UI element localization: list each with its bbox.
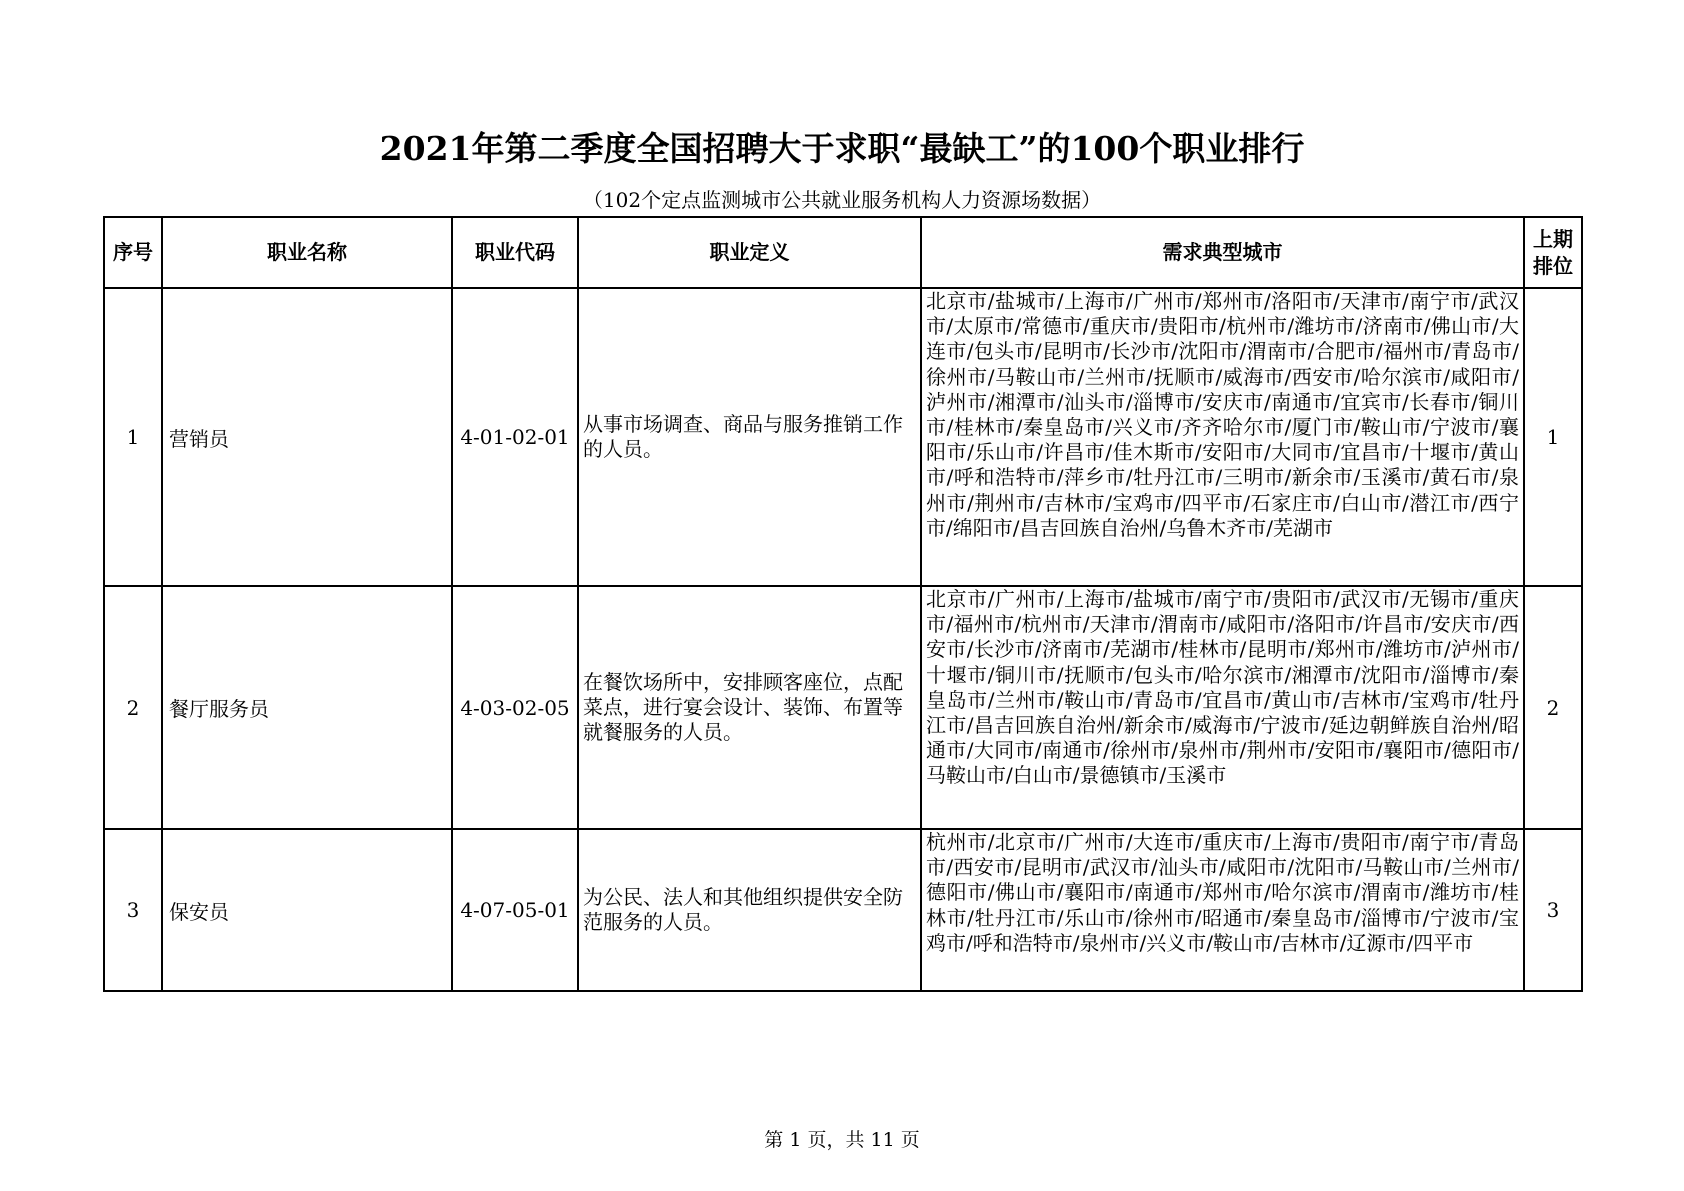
row-prev-rank: 3	[1524, 829, 1582, 991]
row-definition: 为公民、法人和其他组织提供安全防范服务的人员。	[578, 829, 921, 991]
row-occupation-name: 餐厅服务员	[162, 586, 452, 829]
row-no: 3	[104, 829, 162, 991]
row-no: 2	[104, 586, 162, 829]
header-no: 序号	[104, 217, 162, 288]
table-header	[104, 217, 1582, 288]
document-subtitle: （102个定点监测城市公共就业服务机构人力资源场数据）	[582, 188, 1102, 212]
header-definition: 职业定义	[578, 217, 921, 288]
occupation-ranking-table	[103, 216, 1583, 992]
row-prev-rank: 2	[1524, 586, 1582, 829]
row-definition: 在餐饮场所中，安排顾客座位，点配菜点，进行宴会设计、装饰、布置等就餐服务的人员。	[578, 586, 921, 829]
table-row	[104, 288, 1582, 586]
row-occupation-code: 4-07-05-01	[452, 829, 578, 991]
header-prev-rank: 上期排位	[1524, 217, 1582, 288]
table-body	[104, 288, 1582, 991]
document-title: 2021年第二季度全国招聘大于求职“最缺工”的100个职业排行	[379, 129, 1305, 168]
row-cities: 杭州市/北京市/广州市/大连市/重庆市/上海市/贵阳市/南宁市/青岛市/西安市/昆明市/武汉市/汕头市/咸阳市/沈阳市/马鞍山市/兰州市/德阳市/佛山市/襄阳市/南通市/郑州市/哈尔滨市/渭南市/潍坊市/桂林市/牡丹江市/乐山市/徐州市/昭通市/秦皇岛市/淄博市/宁波市/宝鸡市/呼和浩特市/泉州市/兴义市/鞍山市/吉林市/辽源市/四平市	[921, 829, 1524, 991]
header-cities: 需求典型城市	[921, 217, 1524, 288]
row-cities: 北京市/盐城市/上海市/广州市/郑州市/洛阳市/天津市/南宁市/武汉市/太原市/常德市/重庆市/贵阳市/杭州市/潍坊市/济南市/佛山市/大连市/包头市/昆明市/长沙市/沈阳市/渭南市/合肥市/福州市/青岛市/徐州市/马鞍山市/兰州市/抚顺市/威海市/西安市/哈尔滨市/咸阳市/泸州市/湘潭市/汕头市/淄博市/安庆市/南通市/宜宾市/长春市/铜川市/桂林市/秦皇岛市/兴义市/齐齐哈尔市/厦门市/鞍山市/宁波市/襄阳市/乐山市/许昌市/佳木斯市/安阳市/大同市/宜昌市/十堰市/黄山市/呼和浩特市/萍乡市/牡丹江市/三明市/新余市/玉溪市/黄石市/泉州市/荆州市/吉林市/宝鸡市/四平市/石家庄市/白山市/潜江市/西宁市/绵阳市/昌吉回族自治州/乌鲁木齐市/芜湖市	[921, 288, 1524, 586]
row-cities: 北京市/广州市/上海市/盐城市/南宁市/贵阳市/武汉市/无锡市/重庆市/福州市/杭州市/天津市/渭南市/咸阳市/洛阳市/许昌市/安庆市/西安市/长沙市/济南市/芜湖市/桂林市/昆明市/郑州市/潍坊市/泸州市/十堰市/铜川市/抚顺市/包头市/哈尔滨市/湘潭市/沈阳市/淄博市/秦皇岛市/兰州市/鞍山市/青岛市/宜昌市/黄山市/吉林市/宝鸡市/牡丹江市/昌吉回族自治州/新余市/威海市/宁波市/延边朝鲜族自治州/昭通市/大同市/南通市/徐州市/泉州市/荆州市/安阳市/襄阳市/德阳市/马鞍山市/白山市/景德镇市/玉溪市	[921, 586, 1524, 829]
header-name: 职业名称	[162, 217, 452, 288]
header-code: 职业代码	[452, 217, 578, 288]
header-row	[104, 217, 1582, 288]
page-footer: 第 1 页，共 11 页	[764, 1129, 920, 1151]
row-definition: 从事市场调查、商品与服务推销工作的人员。	[578, 288, 921, 586]
table-row	[104, 586, 1582, 829]
row-occupation-name: 营销员	[162, 288, 452, 586]
row-occupation-name: 保安员	[162, 829, 452, 991]
row-occupation-code: 4-01-02-01	[452, 288, 578, 586]
table-row	[104, 829, 1582, 991]
row-no: 1	[104, 288, 162, 586]
row-occupation-code: 4-03-02-05	[452, 586, 578, 829]
row-prev-rank: 1	[1524, 288, 1582, 586]
